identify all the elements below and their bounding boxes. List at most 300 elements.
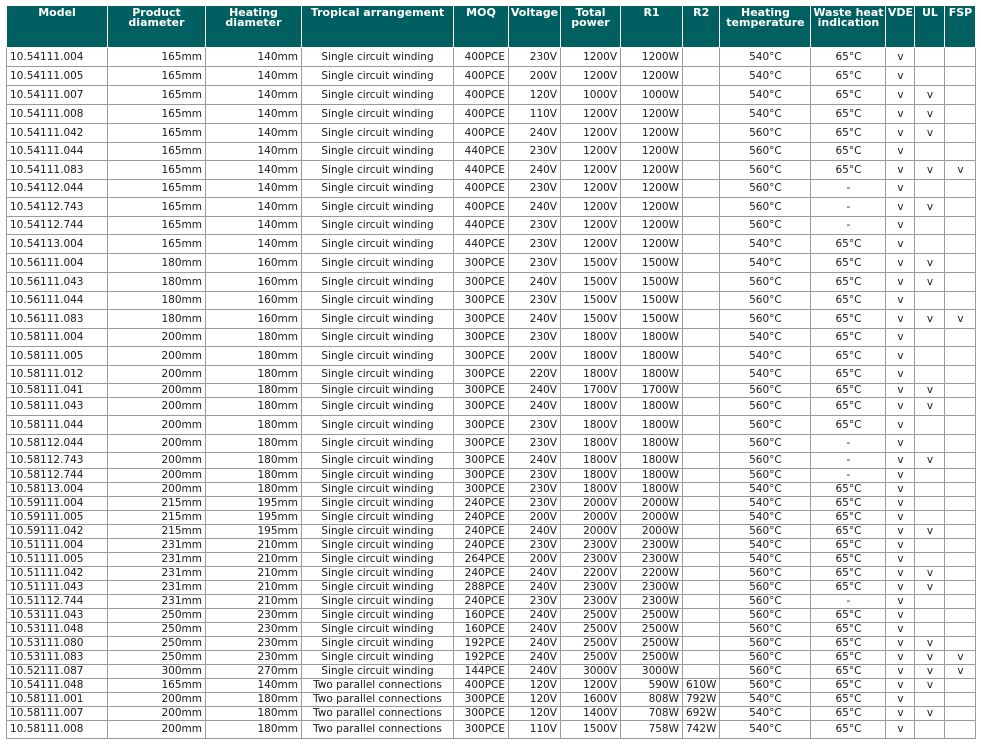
voltage-cell: 230V bbox=[509, 497, 561, 511]
model-cell: 10.54111.004 bbox=[7, 48, 108, 67]
total-power-cell: 2300V bbox=[561, 539, 621, 553]
model-cell: 10.56111.083 bbox=[7, 310, 108, 329]
waste-heat-cell: 65°C bbox=[811, 679, 886, 693]
heating-diameter-cell: 210mm bbox=[206, 553, 302, 567]
product-diameter-cell: 200mm bbox=[108, 347, 206, 366]
r1-cell: 1200W bbox=[621, 105, 683, 124]
fsp-cell bbox=[945, 416, 976, 435]
fsp-cell bbox=[945, 497, 976, 511]
moq-cell: 400PCE bbox=[454, 198, 509, 217]
arrangement-cell: Single circuit winding bbox=[302, 416, 454, 435]
r1-cell: 1200W bbox=[621, 161, 683, 180]
table-row bbox=[7, 292, 976, 310]
ul-cell: v bbox=[915, 310, 945, 329]
voltage-cell: 240V bbox=[509, 609, 561, 623]
moq-cell: 400PCE bbox=[454, 124, 509, 143]
moq-cell: 300PCE bbox=[454, 707, 509, 721]
r2-cell bbox=[683, 539, 720, 553]
fsp-cell bbox=[945, 707, 976, 721]
table-row bbox=[7, 483, 976, 497]
total-power-cell: 2500V bbox=[561, 651, 621, 665]
voltage-cell: 240V bbox=[509, 581, 561, 595]
product-diameter-cell: 165mm bbox=[108, 235, 206, 254]
model-cell: 10.53111.048 bbox=[7, 623, 108, 637]
heating-diameter-cell: 180mm bbox=[206, 483, 302, 497]
heating-diameter-cell: 180mm bbox=[206, 416, 302, 435]
total-power-cell: 2500V bbox=[561, 637, 621, 651]
voltage-cell: 200V bbox=[509, 511, 561, 525]
moq-cell: 144PCE bbox=[454, 665, 509, 679]
table-row bbox=[7, 707, 976, 721]
ul-cell: v bbox=[915, 665, 945, 679]
r1-cell: 2300W bbox=[621, 581, 683, 595]
r1-cell: 1000W bbox=[621, 86, 683, 105]
fsp-cell bbox=[945, 105, 976, 124]
heating-temperature-cell: 560°C bbox=[720, 651, 811, 665]
heating-diameter-cell: 180mm bbox=[206, 435, 302, 453]
heating-diameter-cell: 160mm bbox=[206, 310, 302, 329]
voltage-cell: 240V bbox=[509, 651, 561, 665]
vde-cell: v bbox=[886, 721, 915, 739]
model-cell: 10.58112.743 bbox=[7, 453, 108, 469]
heating-temperature-cell: 560°C bbox=[720, 161, 811, 180]
r2-cell bbox=[683, 435, 720, 453]
voltage-cell: 230V bbox=[509, 469, 561, 483]
total-power-cell: 1800V bbox=[561, 416, 621, 435]
voltage-cell: 110V bbox=[509, 721, 561, 739]
waste-heat-cell: 65°C bbox=[811, 483, 886, 497]
heating-diameter-cell: 180mm bbox=[206, 398, 302, 416]
vde-cell: v bbox=[886, 217, 915, 235]
model-cell: 10.58111.041 bbox=[7, 384, 108, 398]
model-cell: 10.53111.083 bbox=[7, 651, 108, 665]
arrangement-cell: Single circuit winding bbox=[302, 651, 454, 665]
product-diameter-cell: 200mm bbox=[108, 329, 206, 347]
heating-diameter-cell: 180mm bbox=[206, 469, 302, 483]
total-power-cell: 1400V bbox=[561, 707, 621, 721]
heating-diameter-cell: 180mm bbox=[206, 453, 302, 469]
vde-cell: v bbox=[886, 497, 915, 511]
col-header-total-power[interactable]: Total power bbox=[561, 6, 621, 48]
col-header-heating-diameter[interactable]: Heating diameter bbox=[206, 6, 302, 48]
r2-cell bbox=[683, 310, 720, 329]
product-diameter-cell: 215mm bbox=[108, 511, 206, 525]
fsp-cell bbox=[945, 180, 976, 198]
arrangement-cell: Single circuit winding bbox=[302, 637, 454, 651]
r2-cell bbox=[683, 329, 720, 347]
total-power-cell: 1200V bbox=[561, 679, 621, 693]
total-power-cell: 1200V bbox=[561, 198, 621, 217]
model-cell: 10.58111.008 bbox=[7, 721, 108, 739]
table-row bbox=[7, 497, 976, 511]
ul-cell bbox=[915, 416, 945, 435]
heating-diameter-cell: 210mm bbox=[206, 581, 302, 595]
total-power-cell: 2000V bbox=[561, 511, 621, 525]
vde-cell: v bbox=[886, 254, 915, 273]
product-diameter-cell: 200mm bbox=[108, 693, 206, 707]
r2-cell bbox=[683, 366, 720, 384]
vde-cell: v bbox=[886, 707, 915, 721]
heating-diameter-cell: 140mm bbox=[206, 105, 302, 124]
r1-cell: 1200W bbox=[621, 143, 683, 161]
vde-cell: v bbox=[886, 637, 915, 651]
r1-cell: 1800W bbox=[621, 366, 683, 384]
ul-cell bbox=[915, 366, 945, 384]
ul-cell: v bbox=[915, 707, 945, 721]
vde-cell: v bbox=[886, 553, 915, 567]
table-row bbox=[7, 595, 976, 609]
moq-cell: 300PCE bbox=[454, 469, 509, 483]
table-row bbox=[7, 623, 976, 637]
voltage-cell: 230V bbox=[509, 217, 561, 235]
total-power-cell: 2000V bbox=[561, 525, 621, 539]
total-power-cell: 1500V bbox=[561, 721, 621, 739]
ul-cell bbox=[915, 539, 945, 553]
model-cell: 10.54111.007 bbox=[7, 86, 108, 105]
arrangement-cell: Single circuit winding bbox=[302, 86, 454, 105]
fsp-cell: v bbox=[945, 161, 976, 180]
moq-cell: 440PCE bbox=[454, 217, 509, 235]
waste-heat-cell: 65°C bbox=[811, 398, 886, 416]
product-diameter-cell: 200mm bbox=[108, 453, 206, 469]
heating-temperature-cell: 540°C bbox=[720, 693, 811, 707]
fsp-cell bbox=[945, 483, 976, 497]
voltage-cell: 240V bbox=[509, 637, 561, 651]
voltage-cell: 230V bbox=[509, 48, 561, 67]
moq-cell: 192PCE bbox=[454, 637, 509, 651]
waste-heat-cell: 65°C bbox=[811, 235, 886, 254]
arrangement-cell: Two parallel connections bbox=[302, 707, 454, 721]
r1-cell: 1200W bbox=[621, 217, 683, 235]
table-row bbox=[7, 511, 976, 525]
fsp-cell bbox=[945, 217, 976, 235]
heating-temperature-cell: 560°C bbox=[720, 143, 811, 161]
vde-cell: v bbox=[886, 48, 915, 67]
waste-heat-cell: 65°C bbox=[811, 329, 886, 347]
fsp-cell bbox=[945, 67, 976, 86]
model-cell: 10.58112.044 bbox=[7, 435, 108, 453]
col-header-r1[interactable]: R1 bbox=[621, 6, 683, 48]
heating-temperature-cell: 560°C bbox=[720, 525, 811, 539]
waste-heat-cell: 65°C bbox=[811, 511, 886, 525]
moq-cell: 400PCE bbox=[454, 48, 509, 67]
col-header-moq[interactable]: MOQ bbox=[454, 6, 509, 48]
r1-cell: 1800W bbox=[621, 453, 683, 469]
heating-diameter-cell: 180mm bbox=[206, 329, 302, 347]
fsp-cell bbox=[945, 435, 976, 453]
col-header-voltage[interactable]: Voltage bbox=[509, 6, 561, 48]
product-diameter-cell: 165mm bbox=[108, 180, 206, 198]
model-cell: 10.59111.004 bbox=[7, 497, 108, 511]
vde-cell: v bbox=[886, 366, 915, 384]
table-row bbox=[7, 721, 976, 739]
total-power-cell: 1000V bbox=[561, 86, 621, 105]
arrangement-cell: Single circuit winding bbox=[302, 497, 454, 511]
col-header-heating-temperature[interactable]: Heating temperature bbox=[720, 6, 811, 48]
heating-diameter-cell: 160mm bbox=[206, 254, 302, 273]
model-cell: 10.58112.744 bbox=[7, 469, 108, 483]
waste-heat-cell: 65°C bbox=[811, 609, 886, 623]
r1-cell: 1500W bbox=[621, 310, 683, 329]
arrangement-cell: Single circuit winding bbox=[302, 609, 454, 623]
heating-temperature-cell: 560°C bbox=[720, 567, 811, 581]
table-row bbox=[7, 86, 976, 105]
fsp-cell bbox=[945, 254, 976, 273]
voltage-cell: 220V bbox=[509, 366, 561, 384]
waste-heat-cell: 65°C bbox=[811, 539, 886, 553]
waste-heat-cell: 65°C bbox=[811, 67, 886, 86]
table-row bbox=[7, 637, 976, 651]
vde-cell: v bbox=[886, 292, 915, 310]
product-diameter-cell: 231mm bbox=[108, 567, 206, 581]
moq-cell: 160PCE bbox=[454, 609, 509, 623]
arrangement-cell: Single circuit winding bbox=[302, 235, 454, 254]
heating-temperature-cell: 540°C bbox=[720, 235, 811, 254]
arrangement-cell: Single circuit winding bbox=[302, 198, 454, 217]
moq-cell: 300PCE bbox=[454, 366, 509, 384]
model-cell: 10.51111.004 bbox=[7, 539, 108, 553]
ul-cell: v bbox=[915, 105, 945, 124]
r1-cell: 1800W bbox=[621, 416, 683, 435]
ul-cell: v bbox=[915, 453, 945, 469]
voltage-cell: 240V bbox=[509, 124, 561, 143]
fsp-cell: v bbox=[945, 651, 976, 665]
model-cell: 10.54111.083 bbox=[7, 161, 108, 180]
ul-cell bbox=[915, 48, 945, 67]
ul-cell bbox=[915, 623, 945, 637]
col-header-ul[interactable]: UL bbox=[915, 6, 945, 48]
vde-cell: v bbox=[886, 525, 915, 539]
col-header-tropical-arrangement[interactable]: Tropical arrangement bbox=[302, 6, 454, 48]
r2-cell bbox=[683, 398, 720, 416]
r1-cell: 1800W bbox=[621, 483, 683, 497]
vde-cell: v bbox=[886, 623, 915, 637]
r1-cell: 808W bbox=[621, 693, 683, 707]
r1-cell: 1200W bbox=[621, 180, 683, 198]
moq-cell: 300PCE bbox=[454, 416, 509, 435]
r1-cell: 1800W bbox=[621, 469, 683, 483]
heating-temperature-cell: 540°C bbox=[720, 347, 811, 366]
r2-cell bbox=[683, 48, 720, 67]
moq-cell: 240PCE bbox=[454, 539, 509, 553]
moq-cell: 400PCE bbox=[454, 67, 509, 86]
heating-temperature-cell: 560°C bbox=[720, 198, 811, 217]
ul-cell bbox=[915, 235, 945, 254]
heating-temperature-cell: 540°C bbox=[720, 539, 811, 553]
r2-cell: 610W bbox=[683, 679, 720, 693]
product-diameter-cell: 250mm bbox=[108, 637, 206, 651]
model-cell: 10.52111.087 bbox=[7, 665, 108, 679]
waste-heat-cell: - bbox=[811, 453, 886, 469]
heating-temperature-cell: 560°C bbox=[720, 180, 811, 198]
model-cell: 10.58111.043 bbox=[7, 398, 108, 416]
voltage-cell: 240V bbox=[509, 310, 561, 329]
waste-heat-cell: - bbox=[811, 469, 886, 483]
r2-cell bbox=[683, 273, 720, 292]
table-row bbox=[7, 254, 976, 273]
heating-diameter-cell: 180mm bbox=[206, 707, 302, 721]
arrangement-cell: Single circuit winding bbox=[302, 665, 454, 679]
arrangement-cell: Two parallel connections bbox=[302, 679, 454, 693]
moq-cell: 300PCE bbox=[454, 435, 509, 453]
total-power-cell: 1200V bbox=[561, 124, 621, 143]
product-diameter-cell: 165mm bbox=[108, 48, 206, 67]
fsp-cell bbox=[945, 143, 976, 161]
vde-cell: v bbox=[886, 329, 915, 347]
r2-cell bbox=[683, 384, 720, 398]
model-cell: 10.53111.043 bbox=[7, 609, 108, 623]
col-header-r2[interactable]: R2 bbox=[683, 6, 720, 48]
r2-cell bbox=[683, 143, 720, 161]
arrangement-cell: Single circuit winding bbox=[302, 254, 454, 273]
r1-cell: 2000W bbox=[621, 525, 683, 539]
product-diameter-cell: 231mm bbox=[108, 595, 206, 609]
waste-heat-cell: 65°C bbox=[811, 623, 886, 637]
model-cell: 10.54111.005 bbox=[7, 67, 108, 86]
table-row bbox=[7, 539, 976, 553]
fsp-cell bbox=[945, 553, 976, 567]
col-header-fsp[interactable]: FSP bbox=[945, 6, 976, 48]
arrangement-cell: Single circuit winding bbox=[302, 623, 454, 637]
heating-diameter-cell: 210mm bbox=[206, 595, 302, 609]
vde-cell: v bbox=[886, 483, 915, 497]
product-diameter-cell: 250mm bbox=[108, 651, 206, 665]
fsp-cell bbox=[945, 329, 976, 347]
voltage-cell: 110V bbox=[509, 105, 561, 124]
moq-cell: 160PCE bbox=[454, 623, 509, 637]
r1-cell: 2500W bbox=[621, 609, 683, 623]
heating-diameter-cell: 180mm bbox=[206, 347, 302, 366]
heating-diameter-cell: 160mm bbox=[206, 292, 302, 310]
heating-diameter-cell: 230mm bbox=[206, 609, 302, 623]
table-row bbox=[7, 435, 976, 453]
voltage-cell: 200V bbox=[509, 347, 561, 366]
moq-cell: 264PCE bbox=[454, 553, 509, 567]
arrangement-cell: Single circuit winding bbox=[302, 483, 454, 497]
total-power-cell: 1200V bbox=[561, 143, 621, 161]
ul-cell bbox=[915, 595, 945, 609]
vde-cell: v bbox=[886, 416, 915, 435]
col-header-model[interactable]: Model bbox=[7, 6, 108, 48]
model-cell: 10.51112.744 bbox=[7, 595, 108, 609]
arrangement-cell: Single circuit winding bbox=[302, 329, 454, 347]
moq-cell: 300PCE bbox=[454, 347, 509, 366]
r2-cell bbox=[683, 623, 720, 637]
total-power-cell: 2500V bbox=[561, 609, 621, 623]
ul-cell: v bbox=[915, 651, 945, 665]
r1-cell: 1200W bbox=[621, 235, 683, 254]
voltage-cell: 240V bbox=[509, 384, 561, 398]
r1-cell: 3000W bbox=[621, 665, 683, 679]
ul-cell bbox=[915, 609, 945, 623]
model-cell: 10.54111.008 bbox=[7, 105, 108, 124]
arrangement-cell: Single circuit winding bbox=[302, 384, 454, 398]
waste-heat-cell: 65°C bbox=[811, 637, 886, 651]
fsp-cell bbox=[945, 511, 976, 525]
col-header-product-diameter[interactable]: Product diameter bbox=[108, 6, 206, 48]
total-power-cell: 1200V bbox=[561, 48, 621, 67]
total-power-cell: 2000V bbox=[561, 497, 621, 511]
table-row bbox=[7, 273, 976, 292]
table-row bbox=[7, 665, 976, 679]
moq-cell: 240PCE bbox=[454, 525, 509, 539]
heating-diameter-cell: 180mm bbox=[206, 366, 302, 384]
heating-diameter-cell: 270mm bbox=[206, 665, 302, 679]
r1-cell: 2300W bbox=[621, 595, 683, 609]
product-diameter-cell: 215mm bbox=[108, 525, 206, 539]
ul-cell: v bbox=[915, 525, 945, 539]
ul-cell bbox=[915, 143, 945, 161]
product-diameter-cell: 200mm bbox=[108, 483, 206, 497]
total-power-cell: 2300V bbox=[561, 581, 621, 595]
model-cell: 10.58113.004 bbox=[7, 483, 108, 497]
model-cell: 10.54111.048 bbox=[7, 679, 108, 693]
moq-cell: 240PCE bbox=[454, 595, 509, 609]
arrangement-cell: Single circuit winding bbox=[302, 217, 454, 235]
heating-temperature-cell: 540°C bbox=[720, 553, 811, 567]
fsp-cell bbox=[945, 198, 976, 217]
heating-diameter-cell: 140mm bbox=[206, 161, 302, 180]
vde-cell: v bbox=[886, 651, 915, 665]
heating-temperature-cell: 560°C bbox=[720, 679, 811, 693]
ul-cell: v bbox=[915, 637, 945, 651]
product-diameter-cell: 165mm bbox=[108, 161, 206, 180]
waste-heat-cell: 65°C bbox=[811, 161, 886, 180]
vde-cell: v bbox=[886, 609, 915, 623]
r2-cell bbox=[683, 483, 720, 497]
r2-cell bbox=[683, 553, 720, 567]
fsp-cell bbox=[945, 86, 976, 105]
vde-cell: v bbox=[886, 143, 915, 161]
ul-cell bbox=[915, 721, 945, 739]
voltage-cell: 240V bbox=[509, 398, 561, 416]
col-header-vde[interactable]: VDE bbox=[886, 6, 915, 48]
moq-cell: 240PCE bbox=[454, 511, 509, 525]
moq-cell: 400PCE bbox=[454, 679, 509, 693]
col-header-waste-heat-indication[interactable]: Waste heat indication bbox=[811, 6, 886, 48]
r1-cell: 1200W bbox=[621, 48, 683, 67]
r1-cell: 1500W bbox=[621, 292, 683, 310]
ul-cell bbox=[915, 217, 945, 235]
heating-diameter-cell: 140mm bbox=[206, 235, 302, 254]
heating-diameter-cell: 195mm bbox=[206, 525, 302, 539]
heating-diameter-cell: 195mm bbox=[206, 497, 302, 511]
heating-temperature-cell: 560°C bbox=[720, 435, 811, 453]
arrangement-cell: Single circuit winding bbox=[302, 435, 454, 453]
r2-cell: 692W bbox=[683, 707, 720, 721]
heating-temperature-cell: 560°C bbox=[720, 273, 811, 292]
product-diameter-cell: 200mm bbox=[108, 707, 206, 721]
model-cell: 10.56111.044 bbox=[7, 292, 108, 310]
product-diameter-cell: 165mm bbox=[108, 679, 206, 693]
voltage-cell: 240V bbox=[509, 198, 561, 217]
fsp-cell bbox=[945, 539, 976, 553]
model-cell: 10.54111.042 bbox=[7, 124, 108, 143]
model-cell: 10.51111.005 bbox=[7, 553, 108, 567]
voltage-cell: 230V bbox=[509, 180, 561, 198]
arrangement-cell: Single circuit winding bbox=[302, 553, 454, 567]
heating-temperature-cell: 540°C bbox=[720, 254, 811, 273]
moq-cell: 300PCE bbox=[454, 398, 509, 416]
moq-cell: 300PCE bbox=[454, 273, 509, 292]
moq-cell: 300PCE bbox=[454, 310, 509, 329]
voltage-cell: 230V bbox=[509, 235, 561, 254]
product-diameter-cell: 200mm bbox=[108, 384, 206, 398]
product-diameter-cell: 180mm bbox=[108, 273, 206, 292]
arrangement-cell: Single circuit winding bbox=[302, 310, 454, 329]
heating-diameter-cell: 195mm bbox=[206, 511, 302, 525]
model-cell: 10.58111.004 bbox=[7, 329, 108, 347]
